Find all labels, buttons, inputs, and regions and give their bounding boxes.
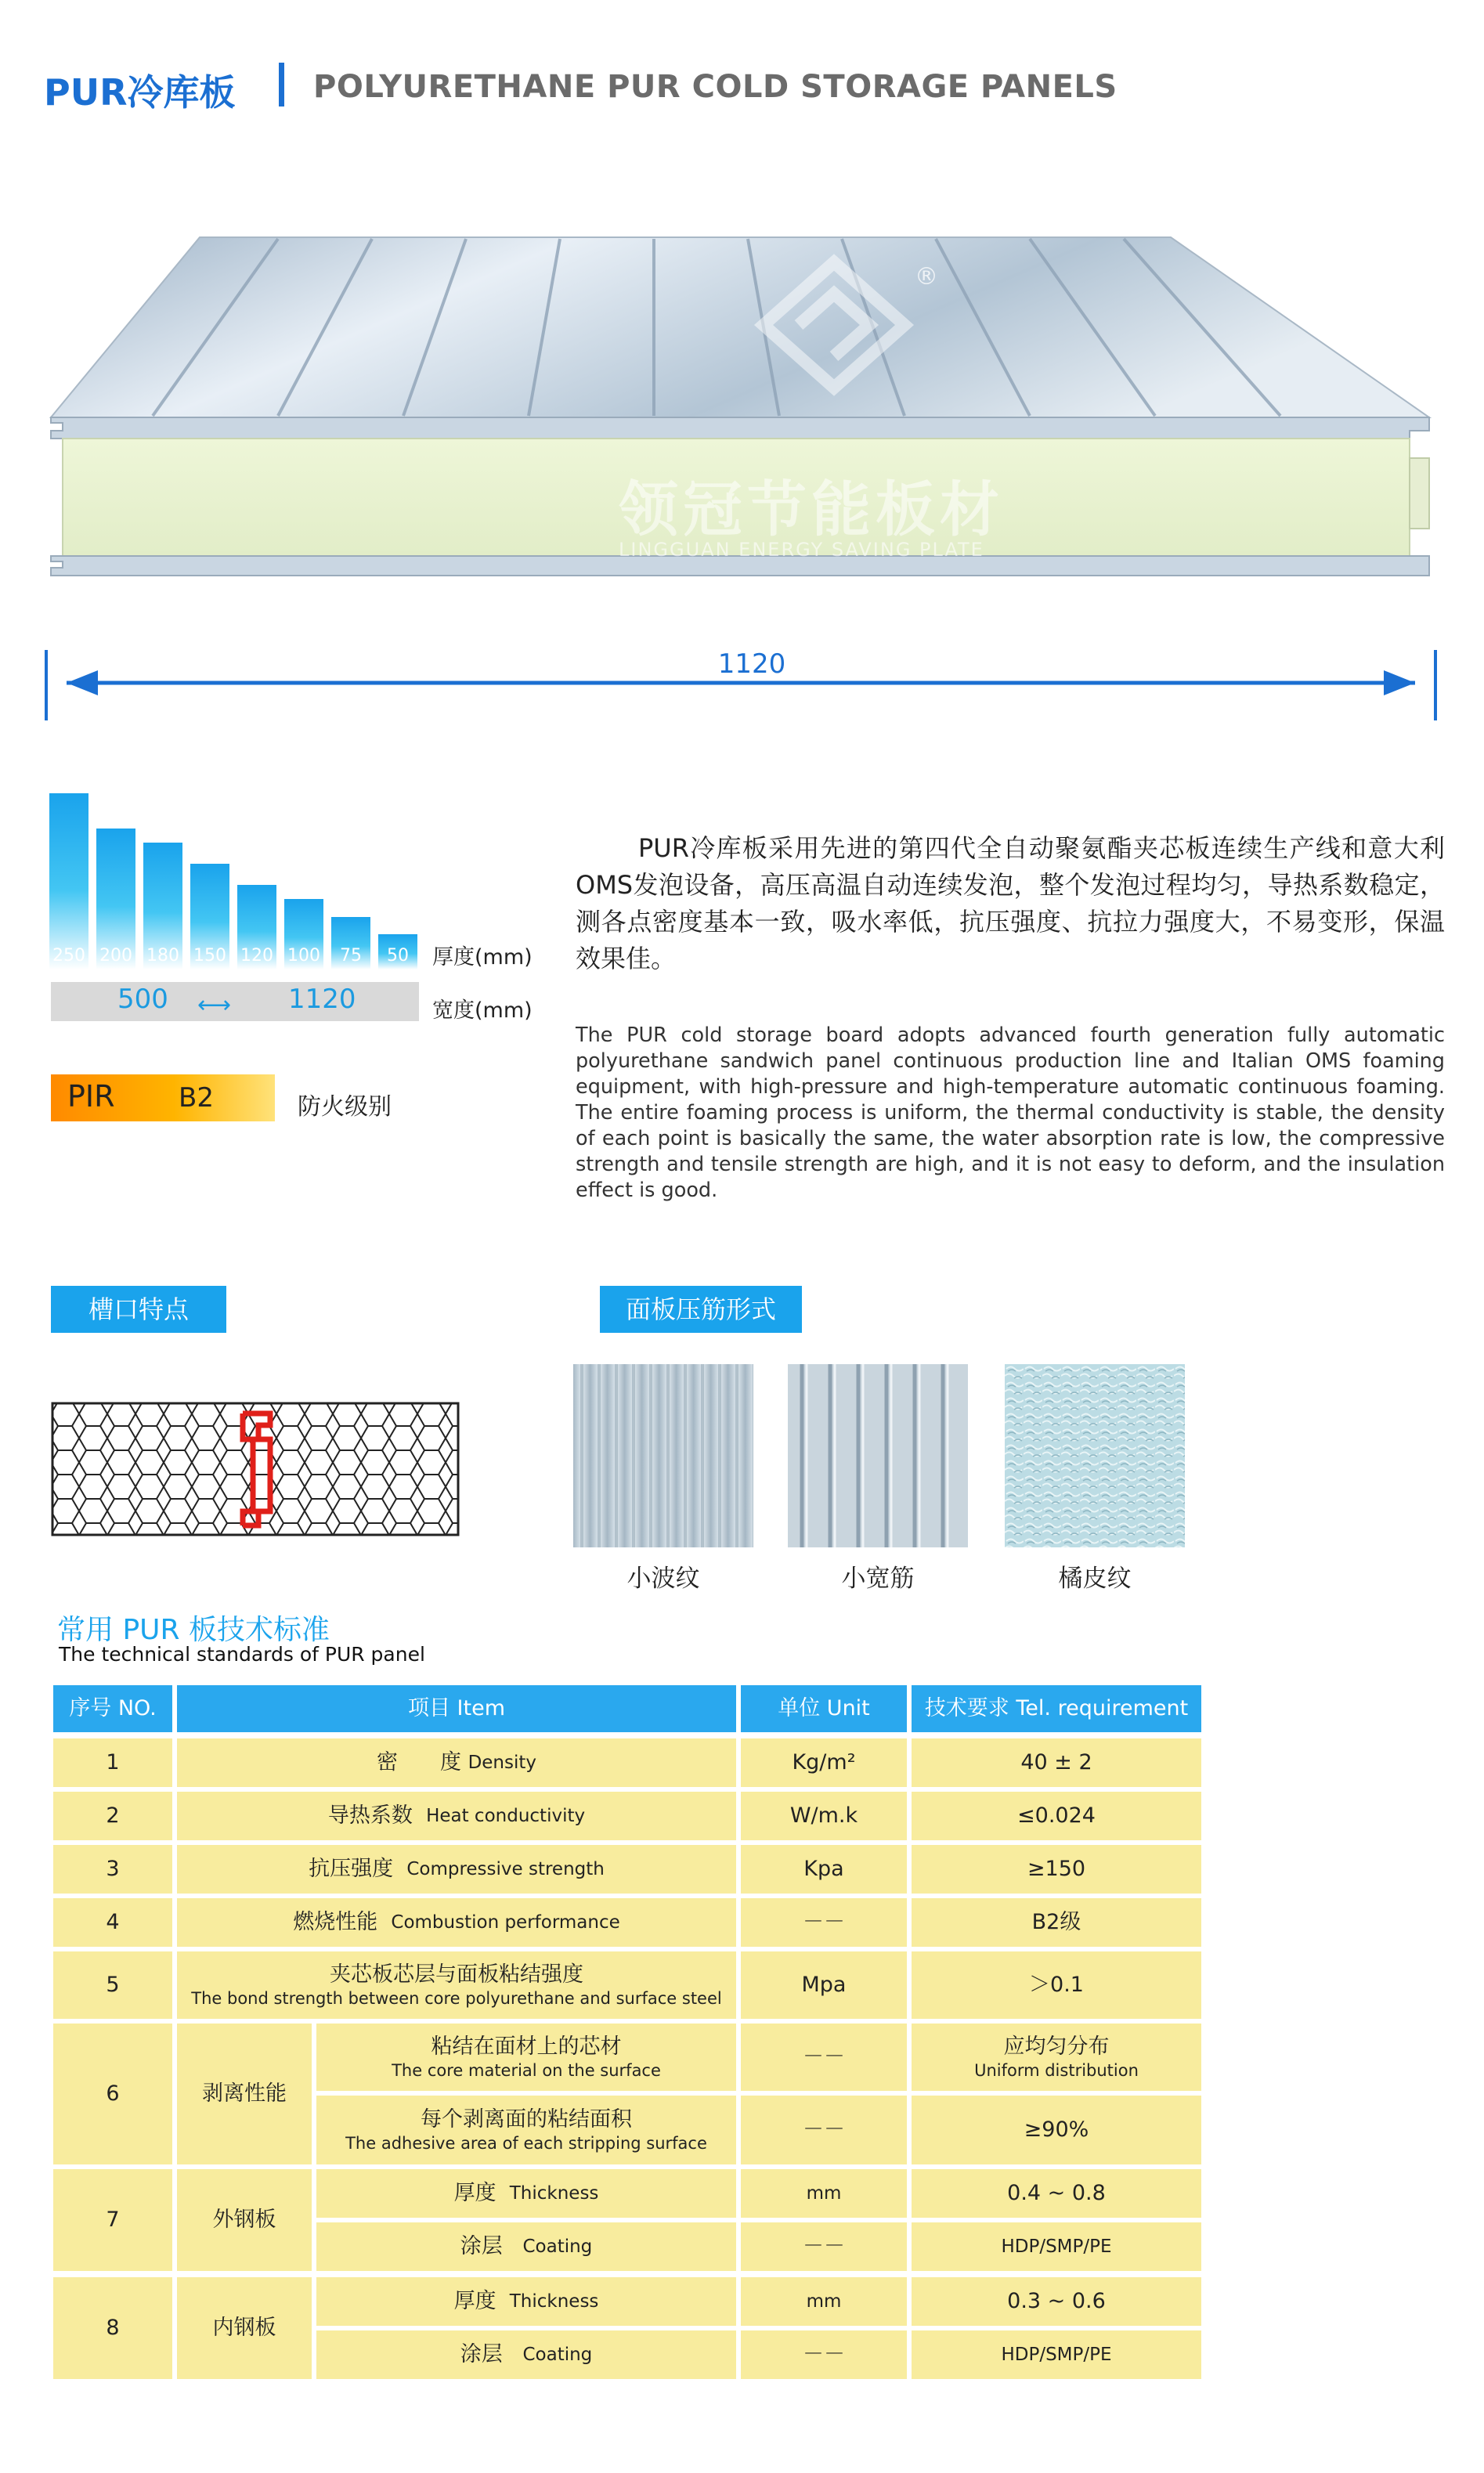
- table-row-7b-req: HDP/SMP/PE: [912, 2222, 1201, 2271]
- width-min: 500: [117, 984, 168, 1015]
- table-row-4-no: 4: [53, 1898, 172, 1947]
- table-title-cn: 常用 PUR 板技术标准: [57, 1614, 330, 1646]
- description-en: The PUR cold storage board adopts advanced fourth generation fully automatic polyurethane sandwich panel continuous production line and Italian OMS foaming equipment, with high-pressure and high-temperature automatic continuous foaming. The entire foaming process is uniform, the thermal conductivity is stable, the density of each point is basically the same, the water absorption rate is low, the compressive strength and tensile strength are high, and it is not easy to deform, and the insulation effect is good.: [576, 1023, 1445, 1202]
- table-row-4-item: 燃烧性能 Combustion performance: [177, 1898, 736, 1947]
- rib-label-orange-peel: 橘皮纹: [1058, 1565, 1132, 1593]
- thickness-bar-label: 150: [193, 946, 226, 966]
- swatch-small-rib: [788, 1364, 968, 1547]
- table-row-5-req: ＞0.1: [912, 1951, 1201, 2019]
- fire-grade: B2: [179, 1082, 214, 1114]
- th-unit: 单位 Unit: [741, 1685, 907, 1732]
- groove-diagram: [51, 1402, 460, 1536]
- thickness-label: 厚度(mm): [432, 945, 533, 969]
- table-row-6a-item: 粘结在面材上的芯材 The core material on the surface: [316, 2024, 736, 2091]
- table-row-8-group: 内钢板: [177, 2277, 312, 2379]
- table-row-7a-item: 厚度 Thickness: [316, 2169, 736, 2218]
- thickness-bar-label: 250: [52, 946, 85, 966]
- thickness-bar-label: 100: [287, 946, 320, 966]
- table-row-7-group: 外钢板: [177, 2169, 312, 2271]
- table-row-6b-unit: －－: [741, 2096, 907, 2164]
- table-row-5-item: 夹芯板芯层与面板粘结强度 The bond strength between core polyurethane and surface steel: [177, 1951, 736, 2019]
- table-row-8a-req: 0.3 ~ 0.6: [912, 2277, 1201, 2326]
- fire-material: PIR: [67, 1079, 115, 1114]
- description-cn: PUR冷库板采用先进的第四代全自动聚氨酯夹芯板连续生产线和意大利OMS发泡设备，高压高温自动连续发泡，整个发泡过程均匀，导热系数稳定，测各点密度基本一致，吸水率低，抗压强度、抗拉力强度大，不易变形，保温效果佳。: [576, 833, 1445, 973]
- table-row-7-no: 7: [53, 2169, 172, 2271]
- width-max: 1120: [288, 984, 356, 1015]
- thickness-bar-label: 50: [387, 946, 409, 966]
- dimension-label: 1120: [717, 648, 786, 680]
- thickness-bar-250: [49, 793, 88, 969]
- table-row-1-unit: Kg/m²: [741, 1738, 907, 1787]
- th-item: 项目 Item: [177, 1685, 736, 1732]
- watermark-en: LINGGUAN ENERGY SAVING PLATE: [619, 539, 984, 561]
- table-row-5-no: 5: [53, 1951, 172, 2019]
- width-label: 宽度(mm): [432, 998, 533, 1023]
- fire-rating-label: 防火级别: [298, 1093, 392, 1121]
- table-row-4-unit: －－: [741, 1898, 907, 1947]
- table-row-6b-req: ≥90%: [912, 2096, 1201, 2164]
- swatch-orange-peel: [1005, 1364, 1185, 1547]
- table-row-7a-req: 0.4 ~ 0.8: [912, 2169, 1201, 2218]
- th-no: 序号 NO.: [53, 1685, 172, 1732]
- table-row-8b-item: 涂层 Coating: [316, 2330, 736, 2379]
- table-row-2-req: ≤0.024: [912, 1792, 1201, 1840]
- th-requirement: 技术要求 Tel. requirement: [912, 1685, 1201, 1732]
- table-row-7a-unit: mm: [741, 2169, 907, 2218]
- table-title-en: The technical standards of PUR panel: [59, 1643, 425, 1666]
- table-row-6-no: 6: [53, 2024, 172, 2164]
- table-row-8a-unit: mm: [741, 2277, 907, 2326]
- watermark-cn: 领冠节能板材: [619, 475, 1004, 544]
- page-title-en: POLYURETHANE PUR COLD STORAGE PANELS: [313, 69, 1118, 105]
- title-divider: [279, 63, 284, 107]
- table-row-5-unit: Mpa: [741, 1951, 907, 2019]
- rib-label-small-wave: 小波纹: [626, 1565, 700, 1593]
- table-row-4-req: B2级: [912, 1898, 1201, 1947]
- rib-label-small-rib: 小宽筋: [841, 1565, 915, 1593]
- table-row-6a-req: 应均匀分布 Uniform distribution: [912, 2024, 1201, 2091]
- table-row-8a-item: 厚度 Thickness: [316, 2277, 736, 2326]
- table-row-3-unit: Kpa: [741, 1845, 907, 1894]
- table-row-6b-item: 每个剥离面的粘结面积 The adhesive area of each stripping surface: [316, 2096, 736, 2164]
- table-row-8b-unit: －－: [741, 2330, 907, 2379]
- thickness-bar-label: 75: [340, 946, 362, 966]
- table-row-1-req: 40 ± 2: [912, 1738, 1201, 1787]
- table-row-6-group: 剥离性能: [177, 2024, 312, 2164]
- table-row-1-item: 密 度 Density: [177, 1738, 736, 1787]
- table-row-2-no: 2: [53, 1792, 172, 1840]
- table-row-7b-item: 涂层 Coating: [316, 2222, 736, 2271]
- table-row-8b-req: HDP/SMP/PE: [912, 2330, 1201, 2379]
- table-row-3-no: 3: [53, 1845, 172, 1894]
- page-title-cn: PUR冷库板: [44, 71, 236, 114]
- table-row-7b-unit: －－: [741, 2222, 907, 2271]
- thickness-bar-label: 180: [146, 946, 179, 966]
- table-row-2-unit: W/m.k: [741, 1792, 907, 1840]
- rib-section-tab: 面板压筋形式: [600, 1286, 802, 1333]
- groove-section-tab: 槽口特点: [51, 1286, 226, 1333]
- table-row-3-req: ≥150: [912, 1845, 1201, 1894]
- table-row-1-no: 1: [53, 1738, 172, 1787]
- double-arrow-icon: ⟷: [197, 991, 232, 1019]
- registered-mark: ®: [915, 263, 938, 291]
- table-row-3-item: 抗压强度 Compressive strength: [177, 1845, 736, 1894]
- thickness-bar-label: 200: [99, 946, 132, 966]
- table-row-6a-unit: －－: [741, 2024, 907, 2091]
- width-bar: [51, 982, 419, 1021]
- table-row-2-item: 导热系数 Heat conductivity: [177, 1792, 736, 1840]
- thickness-bar-label: 120: [240, 946, 273, 966]
- table-row-8-no: 8: [53, 2277, 172, 2379]
- swatch-small-wave: [573, 1364, 753, 1547]
